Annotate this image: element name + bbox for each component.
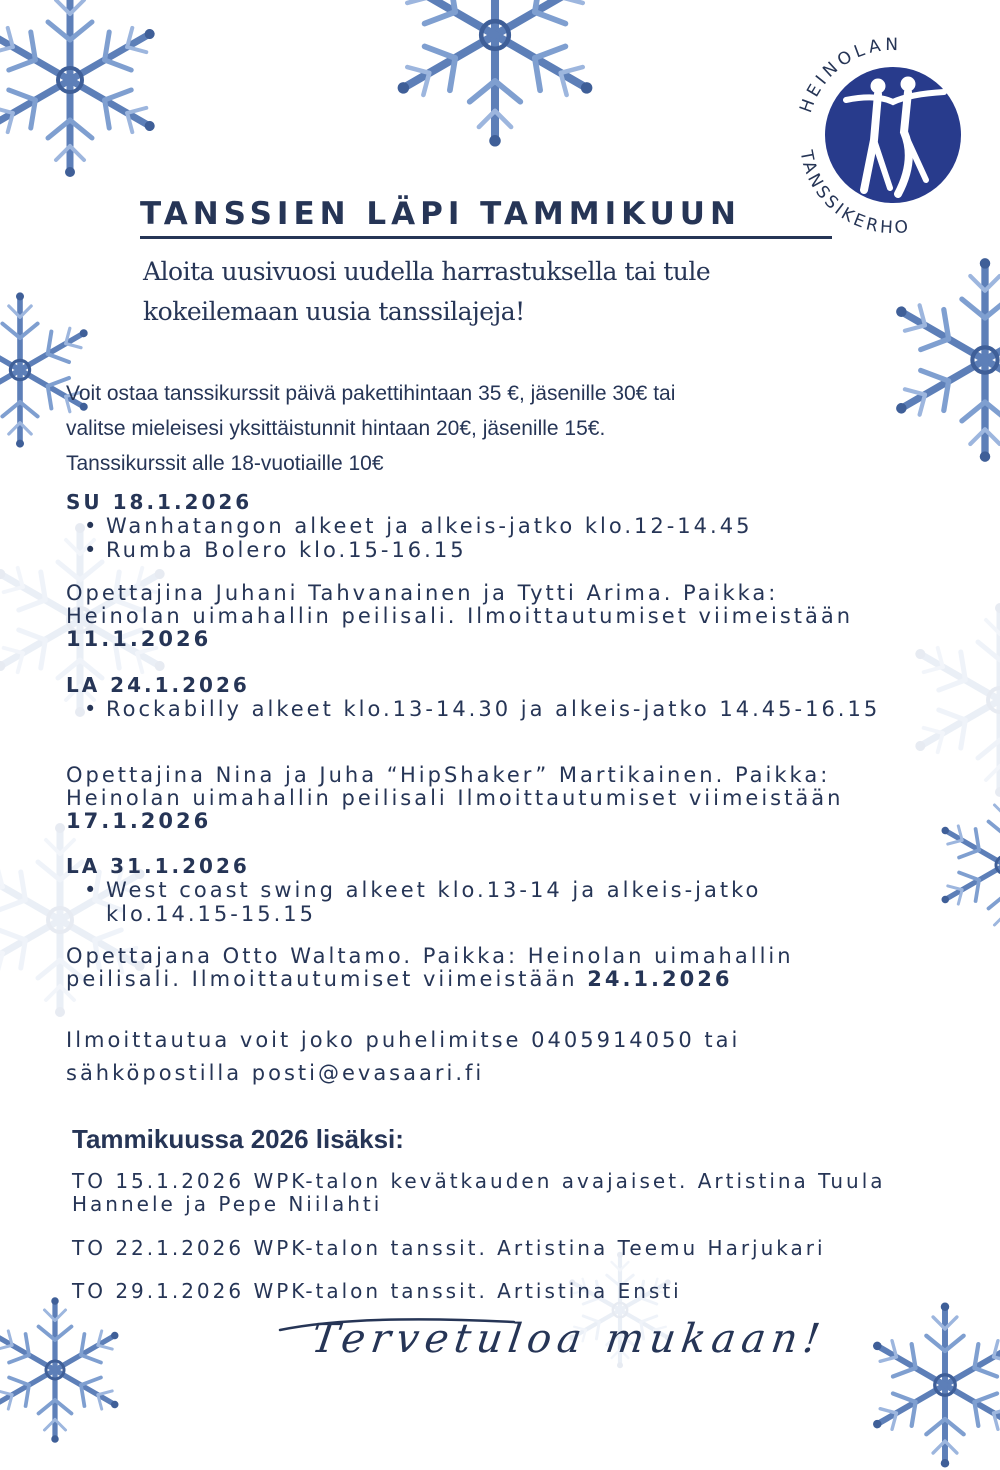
contact-info: [66, 1024, 906, 1090]
snowflake-icon: [0, 0, 170, 180]
event-course-list: [84, 514, 904, 562]
event-info-text: Opettajana Otto Waltamo. Paikka: Heinolan uimahallin peilisali. Ilmoittautumiset viimeistään: [66, 944, 794, 991]
contact-phone-line: Ilmoittautua voit joko puhelimitse 0405914050 tai: [66, 1028, 741, 1052]
logo-ring-bottom: TANSSIKERHO: [795, 148, 913, 239]
event-deadline: 11.1.2026: [66, 627, 212, 651]
event-date: SU 18.1.2026: [66, 490, 253, 514]
contact-email-line: sähköpostilla posti@evasaari.fi: [66, 1061, 485, 1085]
event-deadline: 24.1.2026: [587, 967, 733, 991]
event-course-item: • West coast swing alkeet klo.13-14 ja alkeis-jatko klo.14.15-15.15: [84, 878, 904, 926]
event-course-item: • Rumba Bolero klo.15-16.15: [84, 538, 904, 562]
pricing-line-1: Voit ostaa tanssikurssit päivä pakettihintaan 35 €, jäsenille 30€ tai: [66, 382, 676, 405]
extra-event-item: TO 22.1.2026 WPK-talon tanssit. Artistina Teemu Harjukari: [72, 1236, 826, 1260]
title-underline: [140, 236, 832, 239]
event-course-item: • Wanhatangon alkeet ja alkeis-jatko klo.12-14.45: [84, 514, 904, 538]
snowflake-icon: [0, 1295, 130, 1445]
event-info: [66, 582, 896, 651]
extra-event-item: TO 15.1.2026 WPK-talon kevätkauden avajaiset. Artistina Tuula Hannele ja Pepe Niilahti: [72, 1169, 886, 1216]
snowflake-icon: [380, 0, 610, 150]
extra-event-item: TO 29.1.2026 WPK-talon tanssit. Artistina Ensti: [72, 1279, 682, 1303]
pricing-info: [66, 376, 926, 481]
snowflake-icon: [930, 790, 1000, 940]
snowflake-icon: [900, 600, 1000, 800]
welcome-text: Tervetuloa mukaan!: [308, 1316, 829, 1362]
event-course-list: [84, 878, 904, 926]
event-date: LA 24.1.2026: [66, 673, 250, 697]
event-info-text: Opettajina Juhani Tahvanainen ja Tytti Arima. Paikka: Heinolan uimahallin peilisali. Ilmoittautumiset viimeistään: [66, 581, 854, 628]
event-deadline: 17.1.2026: [66, 809, 212, 833]
extras-heading: Tammikuussa 2026 lisäksi:: [72, 1124, 404, 1154]
event-info: [66, 764, 896, 833]
event-date: LA 31.1.2026: [66, 854, 250, 878]
event-course-item: • Rockabilly alkeet klo.13-14.30 ja alkeis-jatko 14.45-16.15: [84, 697, 904, 721]
event-info-text: Opettajina Nina ja Juha “HipShaker” Martikainen. Paikka: Heinolan uimahallin peilisali Ilmoittautumiset viimeistään: [66, 763, 844, 810]
event-course-list: [84, 697, 904, 721]
subtitle: Aloita uusivuosi uudella harrastuksella tai tule kokeilemaan uusia tanssilajeja!: [143, 257, 711, 326]
pricing-line-3: Tanssikurssit alle 18-vuotiaille 10€: [66, 452, 384, 475]
logo-ring-top: HEINOLAN: [796, 34, 903, 116]
snowflake-icon: [860, 1300, 1000, 1470]
pricing-line-2: valitse mieleisesi yksittäistunnit hintaan 20€, jäsenille 15€.: [66, 417, 606, 440]
event-info: [66, 945, 896, 991]
page-title: TANSSIEN LÄPI TAMMIKUUN: [140, 196, 741, 232]
